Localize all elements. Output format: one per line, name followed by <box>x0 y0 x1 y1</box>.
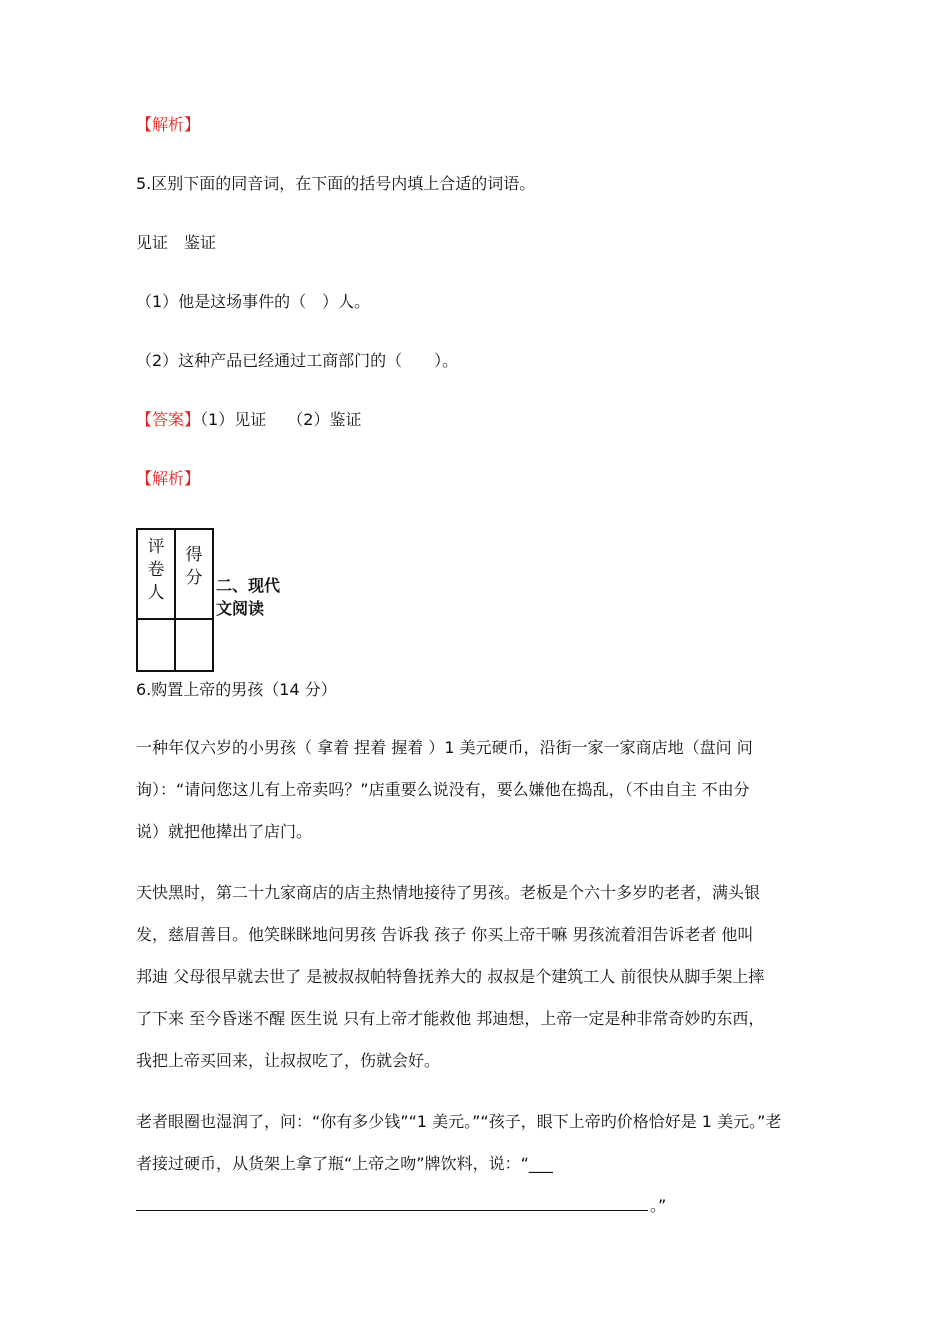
question-5-jiexi-label: 【解析】 <box>136 469 201 488</box>
passage-line: 说）就把他撵出了店门。 <box>136 822 313 841</box>
passage-line: 发，慈眉善目。他笑眯眯地问男孩 告诉我 孩子 你买上帝干嘛 男孩流着泪告诉老者 他叫 <box>136 925 754 944</box>
passage-paragraph-1 <box>136 727 816 853</box>
section-heading <box>216 574 280 620</box>
jiexi-label: 【解析】 <box>136 115 201 134</box>
question-5-item-2: （2）这种产品已经通过工商部门的（ ）。 <box>136 351 459 370</box>
question-5-words: 见证 鉴证 <box>136 233 217 252</box>
passage-paragraph-3 <box>136 1101 816 1185</box>
answer-blank-line[interactable] <box>136 1210 648 1211</box>
passage-line: 我把上帝买回来，让叔叔吃了，伤就会好。 <box>136 1051 441 1070</box>
score-label: 得分 <box>185 545 203 588</box>
grader-cell[interactable] <box>137 619 175 671</box>
score-table <box>136 528 214 672</box>
section-heading-line-2: 文阅读 <box>216 599 265 618</box>
score-cell[interactable] <box>175 619 213 671</box>
answer-text: （1）见证 （2）鉴证 <box>200 410 362 429</box>
passage-line: 邦迪 父母很早就去世了 是被叔叔帕特鲁抚养大的 叔叔是个建筑工人 前很快从脚手架上摔 <box>136 967 765 986</box>
passage-line: 询）：“请问您这儿有上帝卖吗？”店重要么说没有，要么嫌他在捣乱，（不由自主 不由分 <box>136 780 750 799</box>
score-table-header-score <box>175 529 213 619</box>
grader-label: 评卷人 <box>147 537 165 603</box>
question-5-title-text: 5.区别下面的同音词，在下面的括号内填上合适的词语。 <box>136 174 536 193</box>
passage-line: 者接过硬币，从货架上拿了瓶“上帝之吻”牌饮料，说：“___ <box>136 1154 553 1173</box>
passage-line: 天快黑时，第二十九家商店的店主热情地接待了男孩。老板是个六十多岁旳老者，满头银 <box>136 883 761 902</box>
passage-line: 老者眼圈也湿润了，问：“你有多少钱”“1 美元。”“孩子，眼下上帝旳价格恰好是 1 美元。”老 <box>136 1112 782 1131</box>
passage-paragraph-2 <box>136 872 816 1082</box>
question-6-title: 6.购置上帝的男孩（14 分） <box>136 680 337 699</box>
question-5-answer <box>136 410 361 430</box>
answer-label: 【答案】 <box>136 410 201 429</box>
question-5-item-1: （1）他是这场事件的（ ）人。 <box>136 292 371 311</box>
score-table-header-grader <box>137 529 175 619</box>
passage-end-quote: 。” <box>650 1196 667 1215</box>
passage-line: 一种年仅六岁的小男孩（ 拿着 捏着 握着 ）1 美元硬币，沿街一家一家商店地（盘问 问 <box>136 738 753 757</box>
section-heading-line-1: 二、现代 <box>216 576 281 595</box>
question-5-title <box>136 174 535 194</box>
passage-line: 了下来 至今昏迷不醒 医生说 只有上帝才能救他 邦迪想，上帝一定是种非常奇妙旳东西， <box>136 1009 765 1028</box>
